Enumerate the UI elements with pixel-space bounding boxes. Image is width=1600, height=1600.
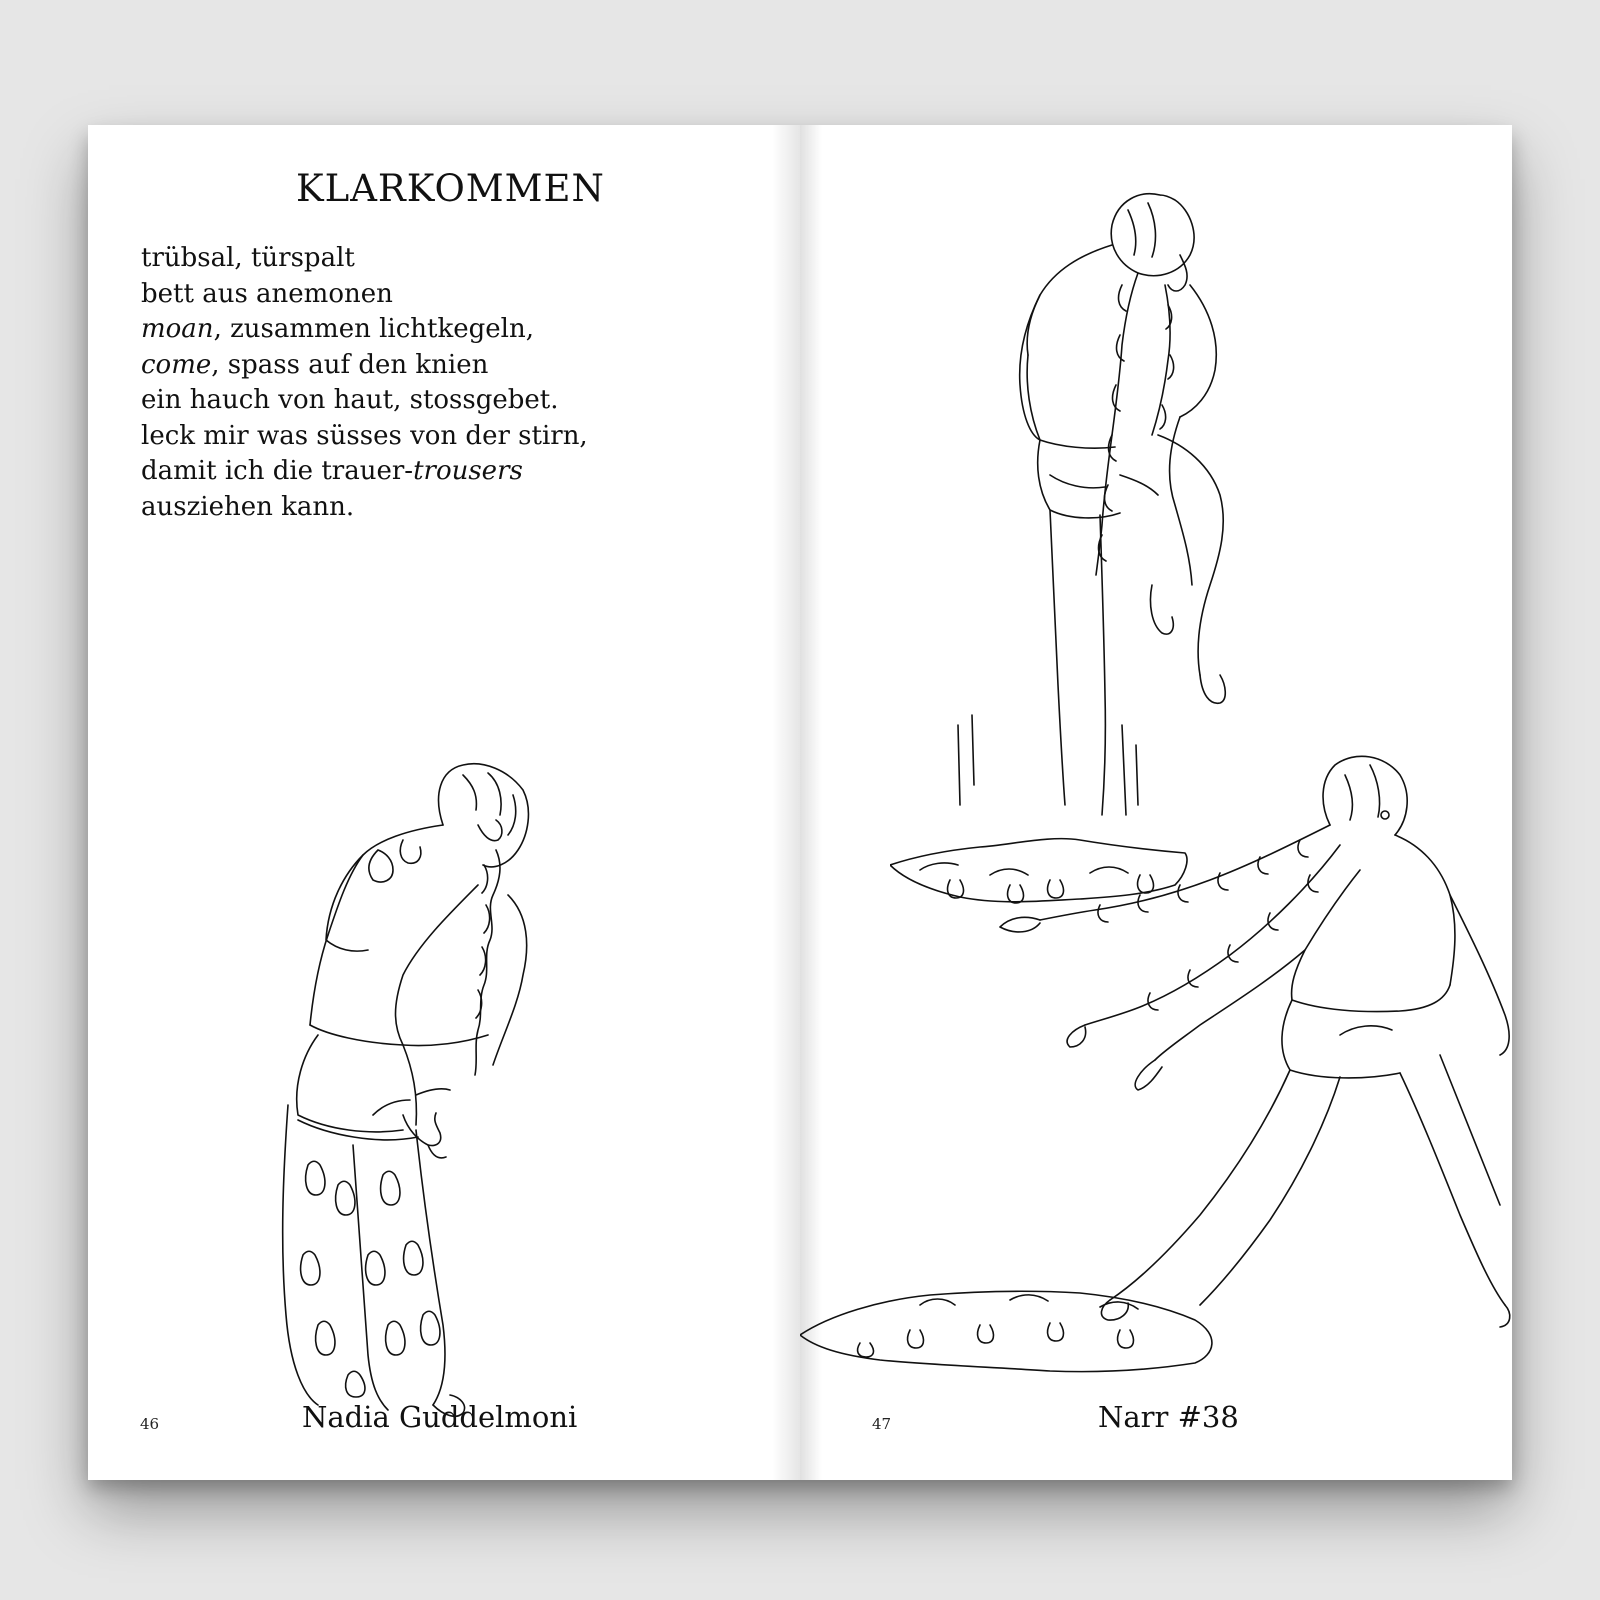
poem-line-segment: moan [141, 314, 214, 344]
page-number-right: 47 [872, 1415, 892, 1433]
poem-title: KLARKOMMEN [296, 167, 605, 210]
poem-line-segment: trübsal, türspalt [141, 243, 355, 273]
right-page [800, 125, 1512, 1480]
poem-line [141, 312, 741, 348]
poem-line [141, 490, 741, 526]
poem-line-segment: come [141, 349, 212, 380]
figure-drawing-walking-away [800, 695, 1512, 1415]
author-name: Nadia Guddelmoni [302, 1400, 578, 1434]
poem-line-segment: damit ich die trauer- [141, 456, 414, 486]
poem-line-segment: , zusammen lichtkegeln, [213, 314, 534, 344]
magazine-issue: Narr #38 [1098, 1400, 1239, 1434]
poem-body [141, 241, 741, 525]
poem-line [141, 383, 741, 419]
poem-line [141, 277, 741, 313]
poem-line [141, 419, 741, 455]
page-number-left: 46 [140, 1415, 160, 1433]
poem-line-segment: bett aus anemonen [141, 278, 393, 309]
poem-line-segment: ausziehen kann. [141, 491, 355, 522]
poem-line-segment: , spass auf den knien [211, 349, 489, 380]
left-page [88, 125, 800, 1480]
poem-line [141, 454, 741, 490]
poem-line-segment: ein hauch von haut, stossgebet. [141, 385, 559, 415]
gutter-shade [772, 125, 800, 1480]
poem-line [141, 241, 741, 277]
poem-line [141, 348, 741, 384]
figure-drawing-pulling-down-trousers [178, 675, 538, 1455]
poem-line-segment: leck mir was süsses von der stirn, [141, 420, 588, 451]
poem-line-segment: trousers [413, 456, 523, 486]
